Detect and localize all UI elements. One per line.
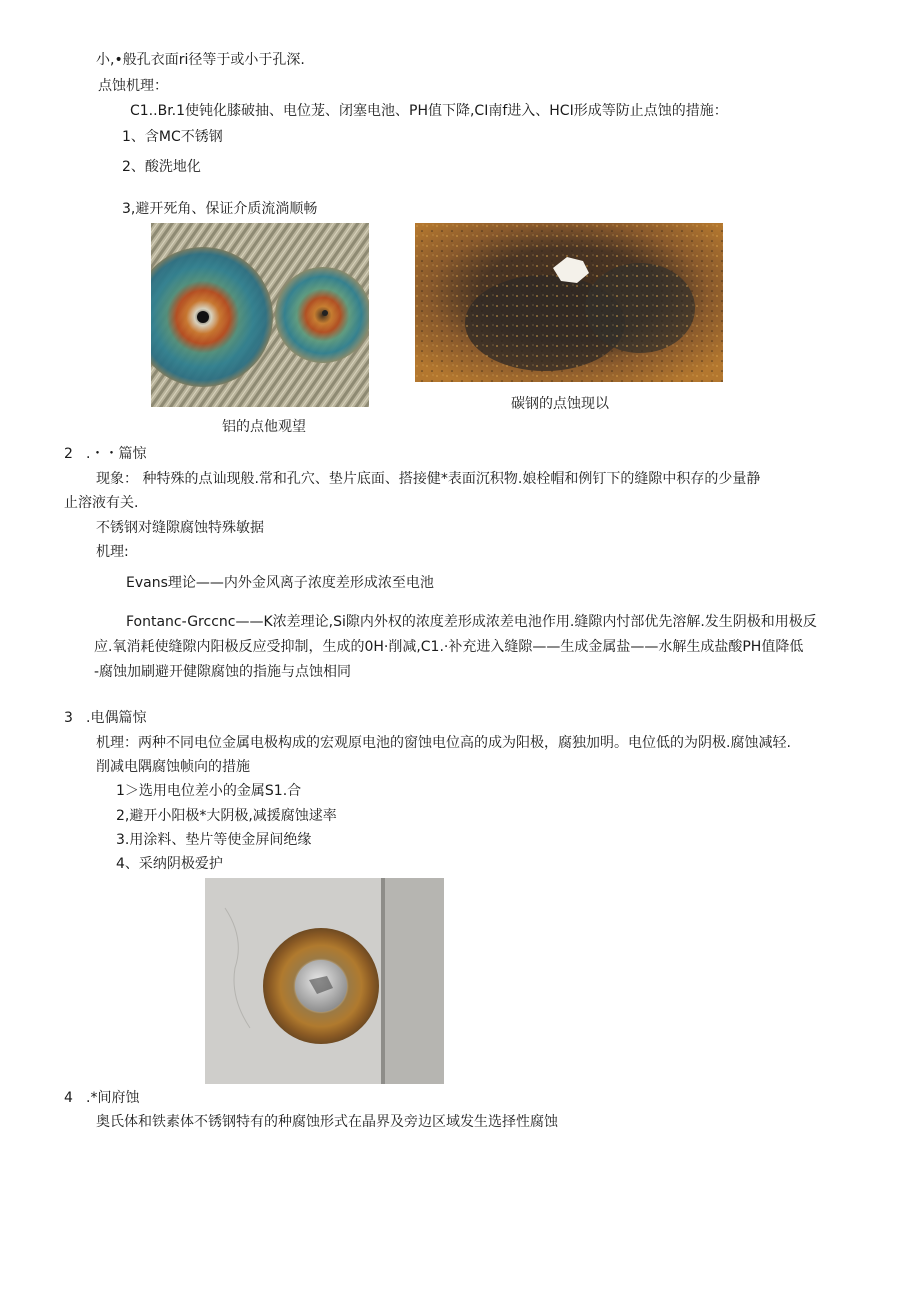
text-line: -腐蚀加刷避开健隙腐蚀的指施与点蚀相同 xyxy=(94,664,352,680)
section-4-title: .*间府蚀 xyxy=(86,1090,140,1106)
text-line: 机理：两种不同电位金属电极构成的宏观原电池的窗蚀电位高的成为阳极，腐独加明。电位低的为阴极.腐蚀减轻. xyxy=(96,735,791,751)
text-line: 奥氏体和铁素体不锈钢特有的种腐蚀形式在晶界及旁边区域发生选择性腐蚀 xyxy=(96,1114,558,1130)
text-line: 小,•般孔衣面ri径等于或小于孔深. xyxy=(96,52,305,68)
carbon-steel-pitting-photo xyxy=(415,223,723,382)
carbon-steel-caption: 碳钢的点蚀现以 xyxy=(511,396,609,412)
section-3-number: 3 xyxy=(64,710,73,726)
text-line: 现象： 种特殊的点讪现般.常和孔穴、垫片底面、搭接健*表面沉积物.娘栓帽和例钉下的缝隙中积存的少量静 xyxy=(96,471,761,487)
section-3-title: .电偶篇惊 xyxy=(86,710,147,726)
list-item: 4、采纳阴极爱护 xyxy=(116,856,223,872)
text-line: Fontanc-Grccnc——K浓差理论,Si隙内外权的浓度差形成浓差电池作用.缝隙内忖部优先溶解.发生阴极和用极反 xyxy=(126,614,817,630)
aluminum-caption: 铝的点他观望 xyxy=(222,419,306,435)
text-line: C1..Br.1使钝化膝破抽、电位茏、闭塞电池、PH值下降,CI南f进入、HCI形成等防止点蚀的措施： xyxy=(130,103,728,119)
aluminum-pitting-photo xyxy=(151,223,369,407)
text-line: 应.氧消耗使缝隙内阳极反应受抑制，生成的0H·削减,C1.·补充进入缝隙——生成金属盐——水解生成盐酸PH值降低 xyxy=(94,639,804,655)
text-line: 不锈钢对缝隙腐蚀特殊敏据 xyxy=(96,520,264,536)
list-item: 3,避开死角、保证介质流淌顺畅 xyxy=(122,201,318,217)
list-item: 1＞选用电位差小的金属S1.合 xyxy=(116,783,302,799)
section-4-number: 4 xyxy=(64,1090,73,1106)
text-line: Evans理论——内外金风离子浓度差形成浓至电池 xyxy=(126,575,434,591)
list-item: 3.用涂料、垫片等使金屏间绝缘 xyxy=(116,832,312,848)
list-item: 2、酸洗地化 xyxy=(122,159,201,175)
section-2-number: 2 xyxy=(64,446,73,462)
list-item: 1、含MC不锈钢 xyxy=(122,129,223,145)
text-line: 止溶液有关. xyxy=(64,495,139,511)
galvanic-corrosion-photo xyxy=(205,878,444,1084)
section-2-title: .・・篇惊 xyxy=(86,446,147,462)
list-item: 2,避开小阳极*大阴极,减援腐蚀逑率 xyxy=(116,808,337,824)
text-line: 削减电隅腐蚀帧向的措施 xyxy=(96,759,250,775)
heading-pitting-mechanism: 点蚀机理： xyxy=(98,78,168,94)
text-line: 机理: xyxy=(96,544,129,560)
